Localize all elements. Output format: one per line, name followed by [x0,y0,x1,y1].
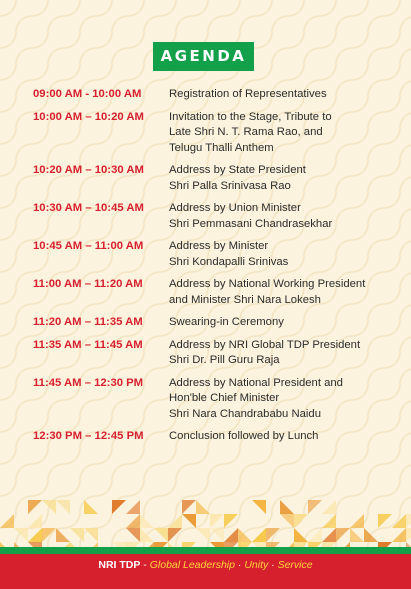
agenda-description-line: Swearing-in Ceremony [169,316,284,328]
triangle-shape [210,514,224,528]
agenda-description-line: Telugu Thalli Anthem [169,141,274,154]
triangle-shape [280,514,294,528]
agenda-description-line: and Minister Shri Nara Lokesh [169,293,321,306]
triangle-shape [14,528,28,542]
footer-tag-service: Service [277,559,313,571]
triangle-shape [0,514,14,528]
agenda-description-line: Address by National President and [169,376,343,389]
agenda-time: 11:35 AM – 11:45 AM [33,338,143,351]
triangle-shape [126,514,140,528]
footer-dot: · [268,559,278,571]
footer-brand: NRI TDP [98,559,141,571]
triangle-shape [224,528,238,542]
triangle-shape [406,528,411,542]
triangle-shape [154,528,168,542]
agenda-description-line: Address by National Working President [169,278,366,290]
agenda-description-line: Hon'ble Chief Minister [169,392,280,404]
agenda-description-line: Shri Dr. Pill Guru Raja [169,354,280,366]
agenda-row [33,87,393,103]
triangle-shape [196,528,210,542]
footer-dot: · [234,559,245,571]
triangle-shape [266,528,280,542]
triangle-shape [308,528,322,542]
triangle-shape [378,514,392,528]
triangle-shape [126,500,140,514]
triangle-shape [392,514,406,528]
triangle-shape [294,528,308,542]
agenda-description [169,163,306,194]
triangle-shape [28,500,42,514]
triangle-shape [322,528,336,542]
triangle-shape [168,514,182,528]
triangle-shape [112,500,126,514]
agenda-description [169,338,360,369]
triangle-shape [392,528,406,542]
triangle-shape [28,528,42,542]
triangle-shape [224,514,238,528]
agenda-description-line: Conclusion followed by Lunch [169,430,319,442]
footer-dash: - [140,559,150,571]
triangle-shape [210,528,224,542]
footer-bar [0,554,411,589]
agenda-description [169,376,343,423]
agenda-description [169,315,284,331]
triangle-shape [70,528,84,542]
triangle-shape [126,528,140,542]
agenda-list [33,87,393,452]
agenda-description-line: Shri Pemmasani Chandrasekhar [169,217,333,230]
agenda-row [33,429,393,445]
agenda-description-line: Registration of Representatives [169,88,327,100]
triangle-shape [322,500,336,514]
agenda-row [33,277,393,308]
agenda-time: 09:00 AM - 10:00 AM [33,88,142,100]
triangle-shape [322,514,336,528]
agenda-description [169,277,365,308]
triangle-shape [336,528,350,542]
triangle-shape [196,500,210,514]
triangle-shape [182,500,196,514]
decorative-triangle-pattern [0,500,411,548]
triangle-shape [140,514,154,528]
triangle-shape [350,528,364,542]
agenda-description-line: Address by Union Minister [169,202,301,214]
triangle-shape [168,528,182,542]
triangle-shape [182,514,196,528]
triangle-shape [406,514,411,528]
agenda-row [33,201,393,232]
triangle-shape [308,500,322,514]
footer-tag-unity: Unity [244,559,269,571]
triangle-shape [350,514,364,528]
agenda-description [169,201,332,232]
agenda-description-line: Late Shri N. T. Rama Rao, and [169,126,323,138]
agenda-time: 11:45 AM – 12:30 PM [33,376,144,389]
agenda-time: 10:30 AM – 10:45 AM [33,202,144,214]
agenda-time: 10:45 AM – 11:00 AM [33,240,144,252]
triangle-shape [238,528,252,542]
green-stripe [0,547,411,554]
triangle-shape [84,528,98,542]
agenda-description-line: Address by NRI Global TDP President [169,338,361,351]
triangle-shape [252,528,266,542]
agenda-row [33,163,393,194]
triangle-shape [28,514,42,528]
agenda-description [169,429,318,445]
agenda-time: 10:20 AM – 10:30 AM [33,164,144,176]
agenda-description-line: Shri Nara Chandrababu Naidu [169,407,321,420]
triangle-shape [42,528,56,542]
agenda-description-line: Address by Minister [169,240,269,252]
agenda-time: 10:00 AM – 10:20 AM [33,110,144,123]
triangle-shape [294,514,308,528]
agenda-row [33,338,393,369]
triangle-shape [56,528,70,542]
triangle-shape [140,528,154,542]
agenda-description [169,239,288,270]
triangle-shape [252,500,266,514]
agenda-time: 11:20 AM – 11:35 AM [33,316,143,328]
triangle-shape [364,528,378,542]
triangle-shape [84,500,98,514]
agenda-time: 11:00 AM – 11:20 AM [33,278,143,290]
agenda-row [33,315,393,331]
agenda-description-line: Shri Palla Srinivasa Rao [169,179,291,192]
agenda-row [33,239,393,270]
agenda-title: AGENDA [153,42,254,71]
agenda-description-line: Address by State President [169,164,306,176]
agenda-description [169,110,332,157]
triangle-shape [280,500,294,514]
triangle-shape [42,500,56,514]
agenda-row [33,110,393,157]
agenda-row [33,376,393,423]
agenda-description-line: Shri Kondapalli Srinivas [169,255,289,268]
footer-tag-global-leadership: Global Leadership [149,559,235,571]
agenda-time: 12:30 PM – 12:45 PM [33,430,144,442]
triangle-shape [56,500,70,514]
agenda-description [169,87,327,103]
agenda-description-line: Invitation to the Stage, Tribute to [169,110,332,123]
